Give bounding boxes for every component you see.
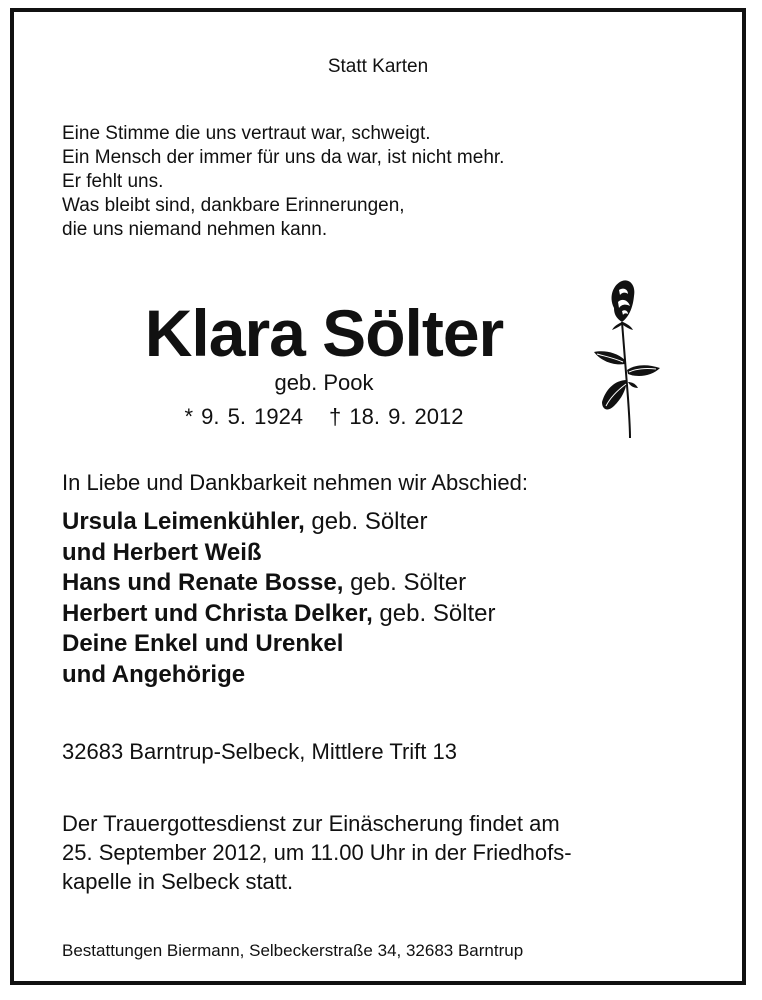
funeral-home: Bestattungen Biermann, Selbeckerstraße 34, 32683 Barntrup	[62, 941, 524, 960]
service-line: kapelle in Selbeck statt.	[62, 869, 294, 894]
obituary-notice	[10, 8, 746, 985]
mourner-name: und Herbert Weiß	[62, 538, 262, 566]
memorial-verse	[62, 122, 504, 242]
verse-line: die uns niemand nehmen kann.	[62, 219, 328, 240]
mourner-name: Ursula Leimenkühler,	[62, 508, 305, 535]
family-address: 32683 Barntrup-Selbeck, Mittlere Trift 13	[62, 739, 457, 764]
verse-line: Eine Stimme die uns vertraut war, schweigt.	[62, 123, 431, 144]
service-info	[62, 809, 572, 896]
mourners-intro: In Liebe und Dankbarkeit nehmen wir Abschied:	[62, 470, 528, 495]
mourner-name: Hans und Renate Bosse,	[62, 569, 344, 596]
maiden-name: geb. Pook	[274, 370, 374, 395]
mourners-list	[62, 507, 496, 690]
verse-line: Ein Mensch der immer für uns da war, ist nicht mehr.	[62, 147, 505, 168]
mourner-line	[62, 660, 496, 691]
death-date: † 18. 9. 2012	[329, 404, 464, 429]
service-line: Der Trauergottesdienst zur Einäscherung findet am	[62, 811, 560, 836]
deceased-name: Klara Sölter	[144, 296, 504, 370]
mourner-line	[62, 629, 496, 660]
mourner-line	[62, 568, 496, 599]
mourner-note: geb. Sölter	[372, 599, 496, 627]
life-dates	[14, 404, 634, 430]
verse-line: Was bleibt sind, dankbare Erinnerungen,	[62, 195, 405, 216]
mourner-note: geb. Sölter	[343, 569, 467, 596]
rose-icon	[592, 278, 662, 440]
mourner-line	[62, 507, 496, 538]
mourner-line	[62, 599, 496, 630]
mourner-name: und Angehörige	[62, 660, 246, 688]
header-statt-karten: Statt Karten	[327, 56, 429, 77]
verse-line: Er fehlt uns.	[62, 171, 164, 192]
service-line: 25. September 2012, um 11.00 Uhr in der Friedhofs-	[62, 840, 572, 865]
mourner-name: Deine Enkel und Urenkel	[62, 630, 344, 657]
mourner-line	[62, 538, 496, 569]
mourner-note: geb. Sölter	[304, 508, 428, 535]
birth-date: * 9. 5. 1924	[184, 404, 304, 429]
mourner-name: Herbert und Christa Delker,	[62, 599, 373, 627]
